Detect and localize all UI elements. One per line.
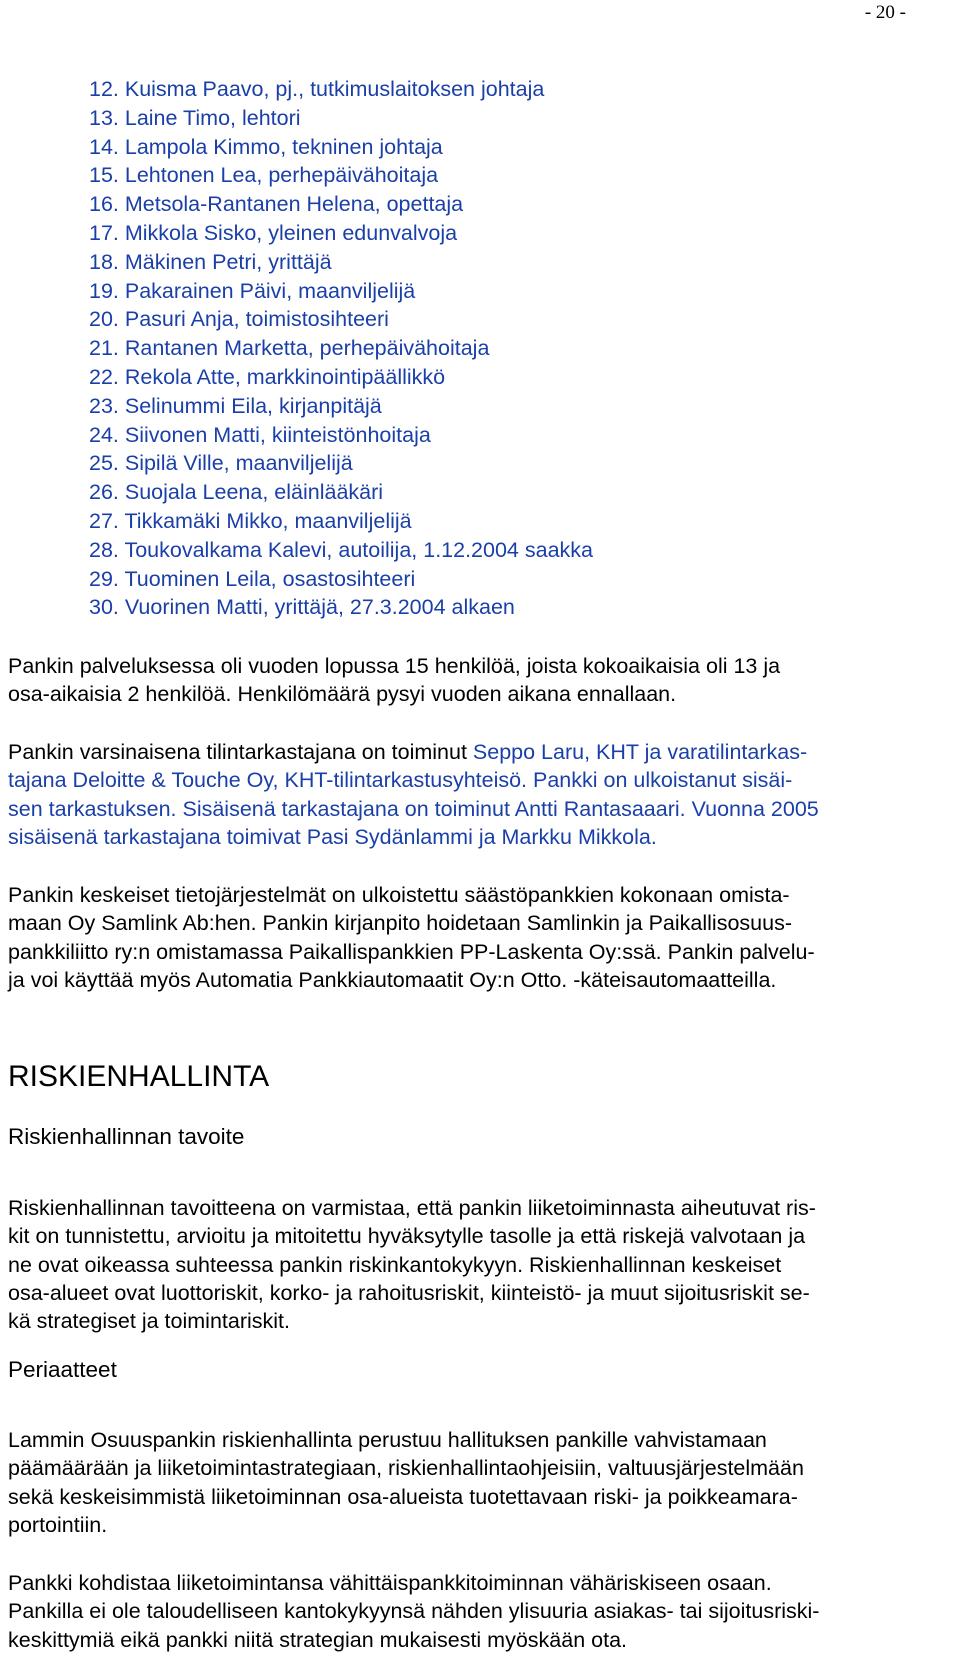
text-segment: Pankin varsinaisena tilintarkastajana on toiminut <box>8 740 473 764</box>
list-item: 18. Mäkinen Petri, yrittäjä <box>89 249 332 274</box>
list-item: 20. Pasuri Anja, toimistosihteeri <box>89 307 389 332</box>
list-item: 14. Lampola Kimmo, tekninen johtaja <box>89 134 443 159</box>
text-line: ja voi käyttää myös Automatia Pankkiautomaatit Oy:n Otto. -käteisautomaatteilla. <box>8 967 777 992</box>
page-number: - 20 - <box>864 2 906 23</box>
text-line: päämäärään ja liiketoimintastrategiaan, riskienhallintaohjeisiin, valtuusjärjestelmään <box>8 1456 804 1481</box>
paragraph-goal <box>8 1194 948 1335</box>
paragraph-auditor <box>8 738 948 851</box>
text-line: pankkiliitto ry:n omistamassa Paikallispankkien PP-Laskenta Oy:ssä. Pankin palvelu- <box>8 939 815 964</box>
paragraph-focus <box>8 1569 948 1654</box>
list-item: 16. Metsola-Rantanen Helena, opettaja <box>89 192 464 217</box>
highlighted-text: Seppo Laru, KHT ja varatilintarkas- <box>472 740 808 764</box>
list-item: 17. Mikkola Sisko, yleinen edunvalvoja <box>89 220 458 245</box>
section-heading: RISKIENHALLINTA <box>8 1060 270 1093</box>
list-item: 29. Tuominen Leila, osastosihteeri <box>89 566 416 591</box>
list-item: 25. Sipilä Ville, maanviljelijä <box>89 451 353 476</box>
list-item: 23. Selinummi Eila, kirjanpitäjä <box>89 393 382 418</box>
list-item: 26. Suojala Leena, eläinlääkäri <box>89 480 384 505</box>
list-item: 19. Pakarainen Päivi, maanviljelijä <box>89 278 416 303</box>
text-line: sen tarkastuksen. Sisäisenä tarkastajana on toiminut Antti Rantasaaari. Vuonna 2005 <box>8 796 819 821</box>
text-line: sekä keskeisimmistä liiketoiminnan osa-alueista tuotettavaan riski- ja poikkeamara- <box>8 1484 798 1509</box>
list-item: 21. Rantanen Marketta, perhepäivähoitaja <box>89 336 490 361</box>
member-list <box>89 75 593 622</box>
list-item: 30. Vuorinen Matti, yrittäjä, 27.3.2004 alkaen <box>89 595 515 620</box>
text-line: Riskienhallinnan tavoitteena on varmistaa, että pankin liiketoiminnasta aiheutuvat ris- <box>8 1196 816 1220</box>
list-item: 28. Toukovalkama Kalevi, autoilija, 1.12.2004 saakka <box>89 537 593 562</box>
paragraph-principles <box>8 1426 948 1539</box>
text-line: Pankin keskeiset tietojärjestelmät on ulkoistettu säästöpankkien kokonaan omista- <box>8 883 790 907</box>
list-item: 22. Rekola Atte, markkinointipäällikkö <box>89 364 446 389</box>
text-line: tajana Deloitte & Touche Oy, KHT-tilintarkastusyhteisö. Pankki on ulkoistanut sisäi- <box>8 768 793 793</box>
paragraph-systems <box>8 881 948 994</box>
text-line: kit on tunnistettu, arvioitu ja mitoitettu hyväksytylle tasolle ja että riskejä valvotaan ja <box>8 1224 806 1249</box>
list-item: 15. Lehtonen Lea, perhepäivähoitaja <box>89 163 439 188</box>
list-item: 13. Laine Timo, lehtori <box>89 105 301 130</box>
text-line: maan Oy Samlink Ab:hen. Pankin kirjanpito hoidetaan Samlinkin ja Paikallisosuus- <box>8 911 792 936</box>
text-line: ne ovat oikeassa suhteessa pankin riskinkantokykyyn. Riskienhallinnan keskeiset <box>8 1252 782 1277</box>
text-line: sisäisenä tarkastajana toimivat Pasi Sydänlammi ja Markku Mikkola. <box>8 824 657 849</box>
text-line: portointiin. <box>8 1512 108 1537</box>
text-line: Pankilla ei ole taloudelliseen kantokykyynsä nähden ylisuuria asiakas- tai sijoitusriski- <box>8 1599 820 1624</box>
list-item: 24. Siivonen Matti, kiinteistönhoitaja <box>89 422 431 447</box>
list-item: 12. Kuisma Paavo, pj., tutkimuslaitoksen johtaja <box>89 77 545 101</box>
text-line: osa-alueet ovat luottoriskit, korko- ja rahoitusriskit, kiinteistö- ja muut sijoitusriskit se- <box>8 1280 810 1305</box>
text-line <box>8 738 948 766</box>
paragraph-staff <box>8 652 948 709</box>
text-line: keskittymiä eikä pankki niitä strategian mukaisesti myöskään ota. <box>8 1627 627 1652</box>
list-item: 27. Tikkamäki Mikko, maanviljelijä <box>89 508 412 533</box>
text-line: osa-aikaisia 2 henkilöä. Henkilömäärä pysyi vuoden aikana ennallaan. <box>8 682 677 707</box>
text-line: Pankin palveluksessa oli vuoden lopussa 15 henkilöä, joista kokoaikaisia oli 13 ja <box>8 654 781 678</box>
text-line: Lammin Osuuspankin riskienhallinta perustuu hallituksen pankille vahvistamaan <box>8 1428 767 1452</box>
text-line: kä strategiset ja toimintariskit. <box>8 1309 290 1334</box>
subsection-heading: Riskienhallinnan tavoite <box>8 1124 245 1149</box>
text-line: Pankki kohdistaa liiketoimintansa vähittäispankkitoiminnan vähäriskiseen osaan. <box>8 1571 772 1595</box>
subsection-heading: Periaatteet <box>8 1357 117 1382</box>
